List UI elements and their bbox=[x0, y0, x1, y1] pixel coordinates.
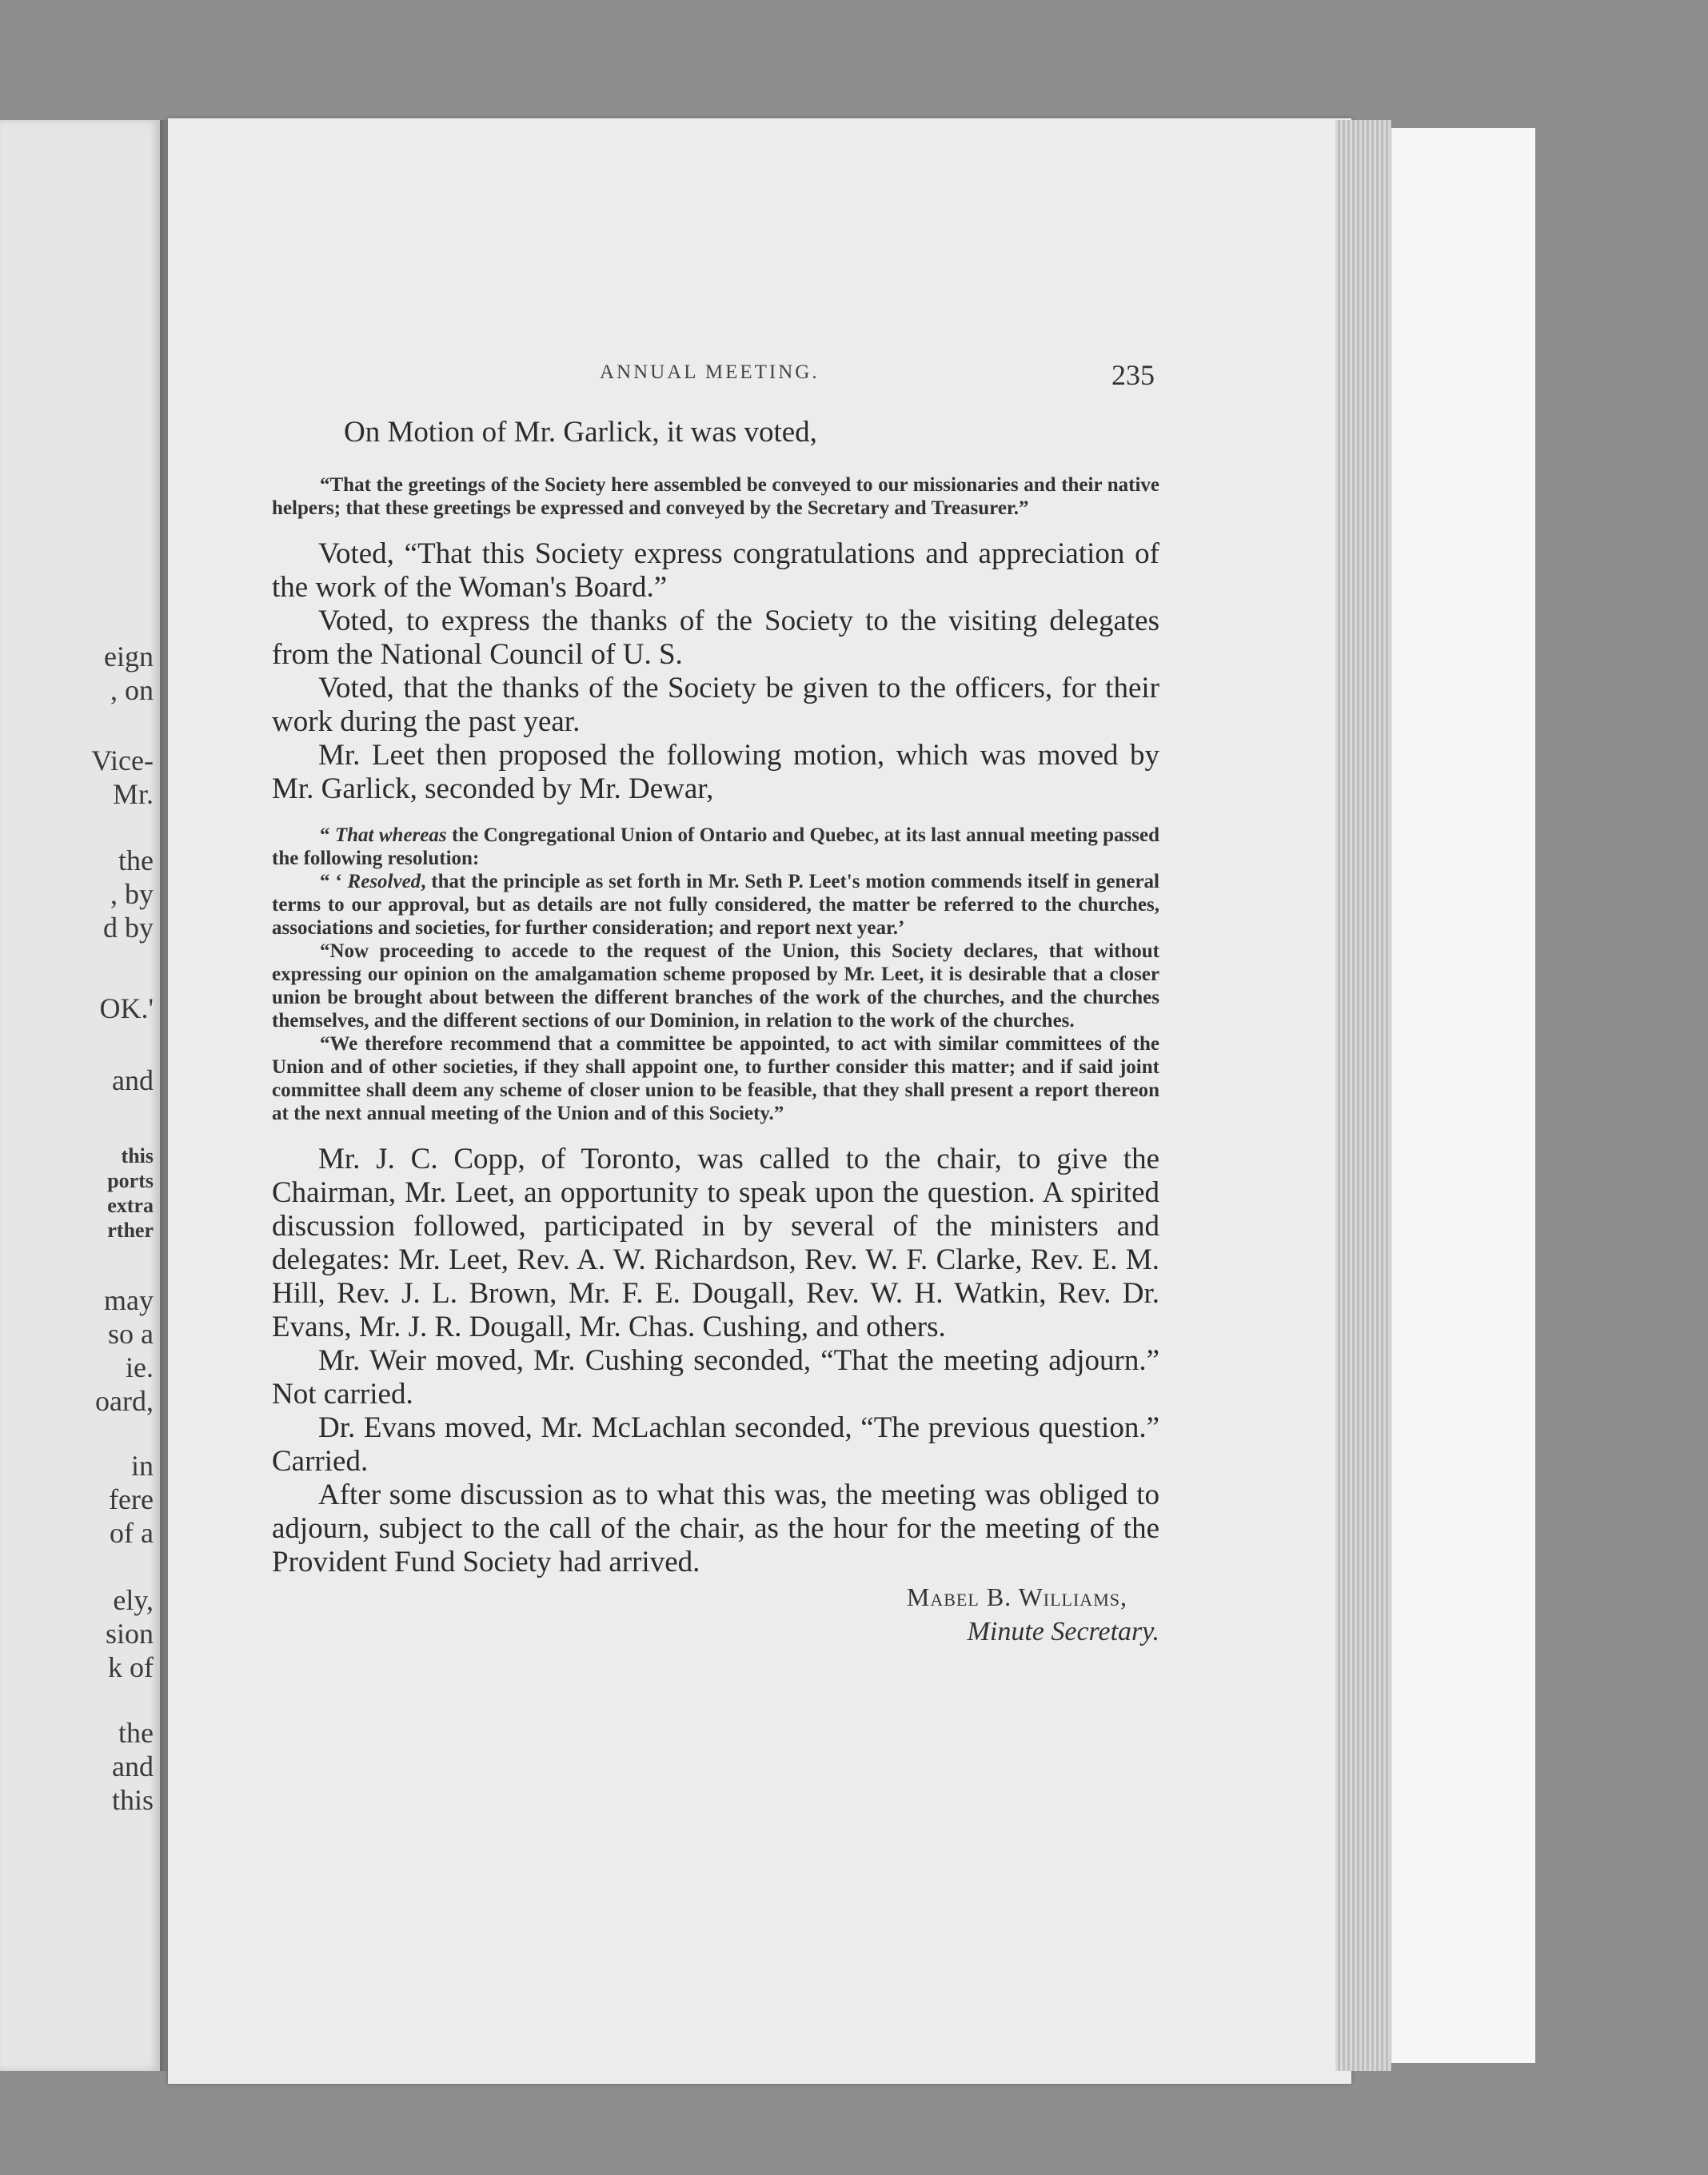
facing-page-fragment: oard, bbox=[95, 1385, 154, 1417]
facing-page-fragment: this bbox=[121, 1144, 154, 1167]
paragraph-vote-womans-board: Voted, “That this Society express congratulations and appreciation of the work of the Woman's Board.” bbox=[272, 537, 1159, 604]
quote-greetings-text: “That the greetings of the Society here assembled be conveyed to our missionaries and their native helpers; that these greetings be expressed and conveyed by the Secretary and Treasurer.” bbox=[272, 474, 1159, 519]
facing-page-fragment: k of bbox=[108, 1651, 154, 1683]
facing-page-fragment: and bbox=[112, 1064, 154, 1096]
paragraph-weir-adjourn: Mr. Weir moved, Mr. Cushing seconded, “That the meeting adjourn.” Not carried. bbox=[272, 1344, 1159, 1411]
quote-whereas-rest: the Congregational Union of Ontario and Quebec, at its last annual meeting passed the following resolution: bbox=[272, 824, 1159, 869]
facing-page-fragment: and bbox=[112, 1750, 154, 1782]
paragraph-motion-garlick: On Motion of Mr. Garlick, it was voted, bbox=[344, 416, 817, 449]
facing-page-fragment: OK.' bbox=[99, 992, 154, 1024]
facing-page-fragment: the bbox=[118, 844, 154, 876]
background-sheet bbox=[1391, 128, 1535, 2063]
facing-page bbox=[0, 120, 160, 2071]
paragraph-evans-previous: Dr. Evans moved, Mr. McLachlan seconded, “The previous question.” Carried. bbox=[272, 1411, 1159, 1478]
quote-resolved: “ ‘ Resolved, that the principle as set forth in Mr. Seth P. Leet's motion commends itself in general terms to our approval, but as details are not fully considered, the matter be referred to the churches, associations and societies, for further consideration; and report next year.’ bbox=[272, 871, 1159, 939]
facing-page-fragment: this bbox=[111, 1784, 154, 1816]
quote-motion bbox=[272, 824, 1159, 1125]
quote-whereas-italic: That whereas bbox=[334, 824, 447, 846]
facing-page-fragment: Vice- bbox=[91, 744, 154, 776]
facing-page-fragment: extra bbox=[107, 1194, 154, 1217]
facing-page-fragment: fere bbox=[109, 1483, 154, 1515]
signature-title: Minute Secretary. bbox=[967, 1617, 1159, 1646]
page-edges bbox=[1335, 120, 1391, 2071]
facing-page-fragment: may bbox=[104, 1284, 154, 1316]
facing-page-fragment: ports bbox=[107, 1169, 154, 1192]
facing-page-fragment: rther bbox=[107, 1219, 154, 1242]
facing-page-fragment: ie. bbox=[126, 1351, 154, 1383]
paragraph-copp-chair: Mr. J. C. Copp, of Toronto, was called to the chair, to give the Chairman, Mr. Leet, an opportunity to speak upon the question. A spirited discussion followed, participated in by several of the ministers and delegates: Mr. Leet, Rev. A. W. Richardson, Rev. W. F. Clarke, Rev. E. M. Hill, Rev. J. L. Brown, Mr. F. E. Dougall, Rev. W. H. Watkin, Rev. Dr. Evans, Mr. J. R. Dougall, Mr. Chas. Cushing, and others. bbox=[272, 1143, 1159, 1343]
facing-page-fragment: so a bbox=[108, 1318, 154, 1350]
facing-page-fragment: the bbox=[118, 1717, 154, 1749]
quote-resolved-italic: Resolved bbox=[347, 871, 421, 892]
quote-resolved-rest: , that the principle as set forth in Mr. Seth P. Leet's motion commends itself in general terms to our approval, but as details are not fully considered, the matter be referred to the churches, associations and societies, for further consideration; and report next year.’ bbox=[272, 871, 1159, 939]
facing-page-fragment: eign bbox=[104, 641, 154, 672]
facing-page-fragment: ely, bbox=[113, 1584, 154, 1616]
facing-page-fragment: , on bbox=[110, 674, 154, 706]
quote-whereas: “ That whereas the Congregational Union of Ontario and Quebec, at its last annual meeting passed the following resolution: bbox=[272, 824, 1159, 869]
facing-page-fragment: , by bbox=[110, 878, 154, 910]
facing-page-fragment: sion bbox=[105, 1618, 154, 1650]
paragraph-adjourn: After some discussion as to what this was, the meeting was obliged to adjourn, subject to the call of the chair, as the hour for the meeting of the Provident Fund Society had arrived. bbox=[272, 1479, 1159, 1578]
signature-name: Mabel B. Williams, bbox=[906, 1582, 1127, 1611]
facing-page-fragment: of a bbox=[110, 1517, 154, 1549]
quote-greetings bbox=[272, 473, 1159, 520]
facing-page-fragment: Mr. bbox=[112, 778, 154, 810]
running-head: ANNUAL MEETING. bbox=[600, 361, 820, 383]
paragraph-leet-motion: Mr. Leet then proposed the following motion, which was moved by Mr. Garlick, seconded by Mr. Dewar, bbox=[272, 739, 1159, 805]
paragraph-vote-delegates: Voted, to express the thanks of the Society to the visiting delegates from the National Council of U. S. bbox=[272, 605, 1159, 671]
page-body bbox=[272, 416, 1159, 1650]
facing-page-fragment: in bbox=[130, 1450, 154, 1482]
page-number: 235 bbox=[1111, 359, 1155, 391]
quote-recommend: “We therefore recommend that a committee be appointed, to act with similar committees of the Union and of other societies, if they shall appoint one, to further consider this matter; and if said joint committee shall deem any scheme of closer union to be feasible, that they shall present a report thereon at the next annual meeting of the Union and of this Society.” bbox=[272, 1033, 1159, 1124]
paragraph-vote-officers: Voted, that the thanks of the Society be given to the officers, for their work during the past year. bbox=[272, 672, 1159, 738]
quote-proceeding: “Now proceeding to accede to the request of the Union, this Society declares, that without expressing our opinion on the amalgamation scheme proposed by Mr. Leet, it is desirable that a closer union be brought about between the different branches of the work of the churches, and the churches themselves, and the different sections of our Dominion, in relation to the work of the churches. bbox=[272, 940, 1159, 1032]
facing-page-fragment: d by bbox=[103, 912, 154, 944]
